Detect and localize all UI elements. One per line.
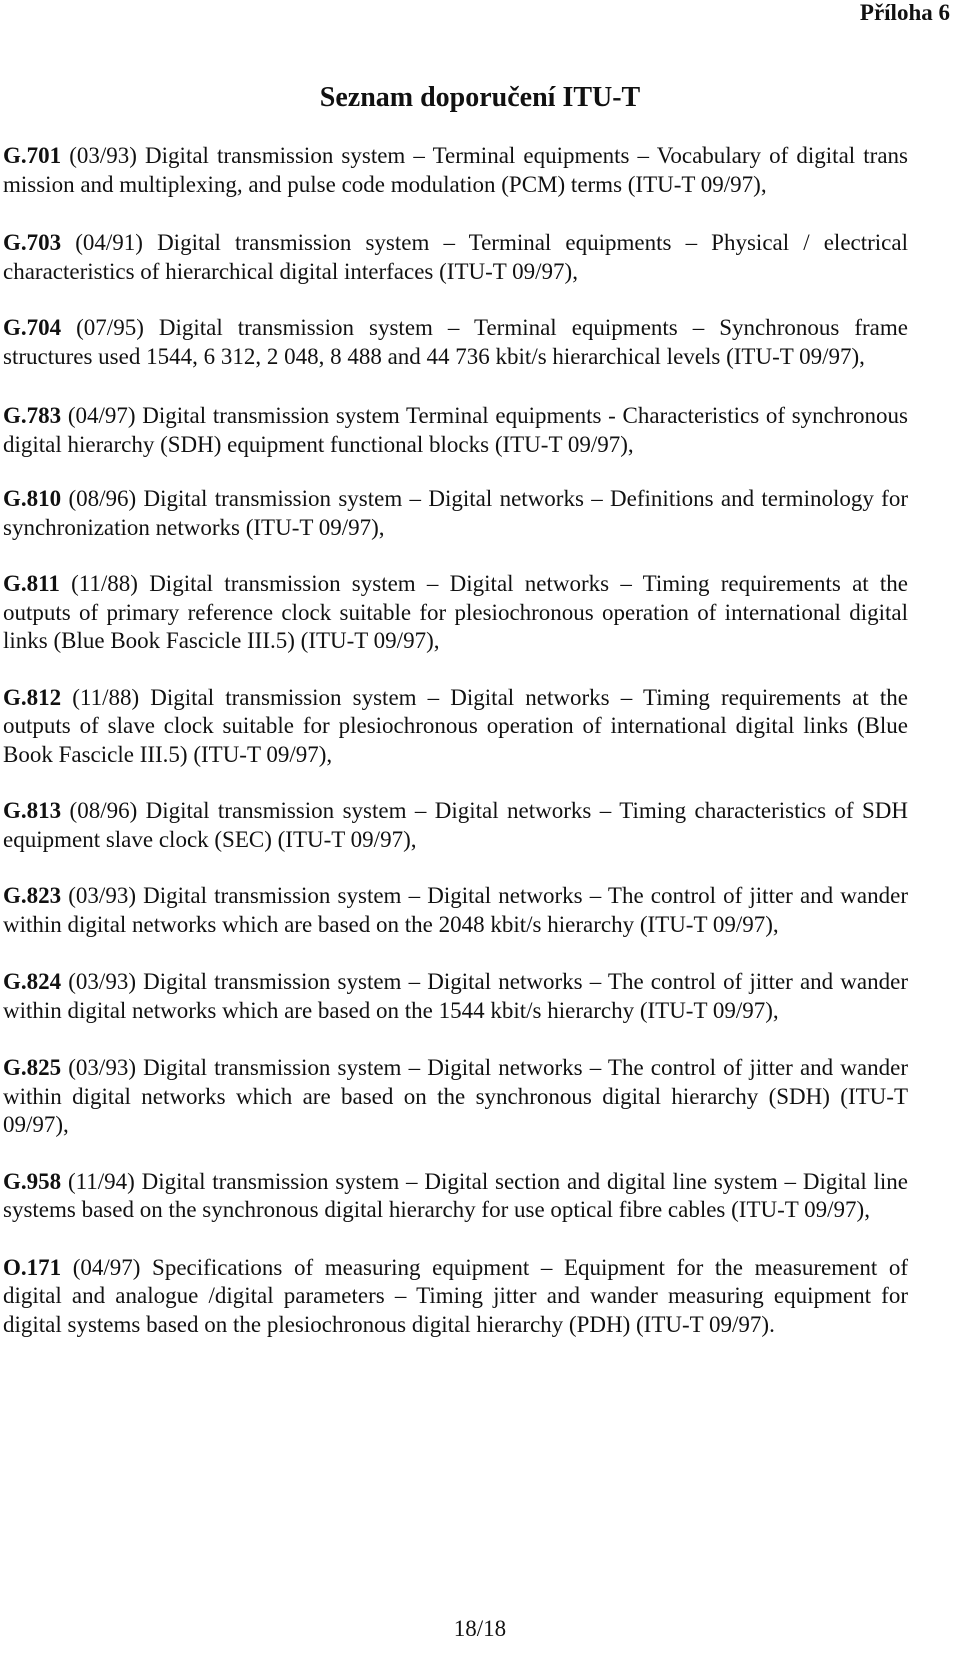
recommendation-text: (03/93) Digital transmission system – Digital networks – The control of jitter and wander within digital networks which are based on the synchronous digital hierarchy (SDH) (ITU-T 09/97), — [3, 1055, 908, 1137]
recommendation-text: (08/96) Digital transmission system – Digital networks – Timing characteristics of SDH equipment slave clock (SEC) (ITU-T 09/97), — [3, 798, 908, 852]
recommendation-entry — [3, 1168, 908, 1225]
page-title: Seznam doporučení ITU-T — [319, 82, 641, 113]
recommendation-text: (03/93) Digital transmission system – Digital networks – The control of jitter and wander within digital networks which are based on the 1544 kbit/s hierarchy (ITU-T 09/97), — [3, 969, 908, 1023]
recommendation-entry — [3, 968, 908, 1025]
recommendation-code: G.825 — [3, 1055, 62, 1080]
recommendation-code: O.171 — [3, 1254, 62, 1280]
recommendation-text: (04/97) Digital transmission system Terminal equipments - Characteristics of synchronous digital hierarchy (SDH) equipment functional blocks (ITU-T 09/97), — [3, 403, 908, 457]
recommendation-list — [3, 142, 908, 1369]
recommendation-code: G.701 — [3, 143, 62, 168]
recommendation-entry — [3, 684, 908, 770]
recommendation-code: G.811 — [3, 571, 60, 596]
recommendation-entry — [3, 485, 908, 542]
recommendation-entry — [3, 142, 908, 199]
recommendation-entry — [3, 570, 908, 656]
recommendation-text: (08/96) Digital transmission system – Digital networks – Definitions and terminology for synchronization networks (ITU-T 09/97), — [3, 486, 908, 540]
recommendation-code: G.783 — [3, 403, 62, 428]
recommendation-text: (11/94) Digital transmission system – Digital section and digital line system – Digital line systems based on the synchronous digital hierarchy for use optical fibre cables (ITU-T 09/97), — [3, 1168, 908, 1222]
recommendation-code: G.812 — [3, 684, 62, 710]
recommendation-text: (11/88) Digital transmission system – Digital networks – Timing requirements at the outputs of primary reference clock suitable for plesiochronous operation of international digital links (Blue Book Fascicle III.5) (ITU-T 09/97), — [3, 571, 908, 653]
recommendation-entry — [3, 1054, 908, 1140]
recommendation-code: G.958 — [3, 1168, 62, 1194]
recommendation-code: G.810 — [3, 486, 62, 511]
recommendation-code: G.704 — [3, 315, 62, 340]
page-number: 18/18 — [453, 1616, 507, 1641]
recommendation-text: (07/95) Digital transmission system – Terminal equipments – Synchronous frame structures used 1544, 6 312, 2 048, 8 488 and 44 736 kbit/s hierarchical levels (ITU-T 09/97), — [3, 315, 908, 369]
recommendation-text: (03/93) Digital transmission system – Terminal equipments – Vocabulary of digital trans mission and multiplexing, and pulse code modulation (PCM) terms (ITU-T 09/97), — [3, 143, 908, 197]
recommendation-entry — [3, 402, 908, 459]
recommendation-text: (03/93) Digital transmission system – Digital networks – The control of jitter and wander within digital networks which are based on the 2048 kbit/s hierarchy (ITU-T 09/97), — [3, 883, 908, 937]
recommendation-code: G.824 — [3, 969, 62, 994]
recommendation-entry — [3, 1254, 908, 1340]
recommendation-code: G.703 — [3, 230, 62, 255]
appendix-label: Příloha 6 — [859, 0, 950, 25]
recommendation-text: (04/97) Specifications of measuring equipment – Equipment for the measurement of digital and analogue /digital parameters – Timing jitter and wander measuring equipment for digital systems based on the plesiochronous digital hierarchy (PDH) (ITU-T 09/97). — [3, 1254, 908, 1337]
recommendation-entry — [3, 882, 908, 939]
recommendation-code: G.823 — [3, 883, 62, 908]
recommendation-text: (11/88) Digital transmission system – Digital networks – Timing requirements at the outputs of slave clock suitable for plesiochronous operation of international digital links (Blue Book Fascicle III.5) (ITU-T 09/97), — [3, 684, 908, 767]
recommendation-entry — [3, 797, 908, 854]
recommendation-entry — [3, 314, 908, 371]
recommendation-text: (04/91) Digital transmission system – Terminal equipments – Physical / electrical characteristics of hierarchical digital interfaces (ITU-T 09/97), — [3, 230, 908, 284]
recommendation-code: G.813 — [3, 798, 62, 823]
recommendation-entry — [3, 229, 908, 286]
